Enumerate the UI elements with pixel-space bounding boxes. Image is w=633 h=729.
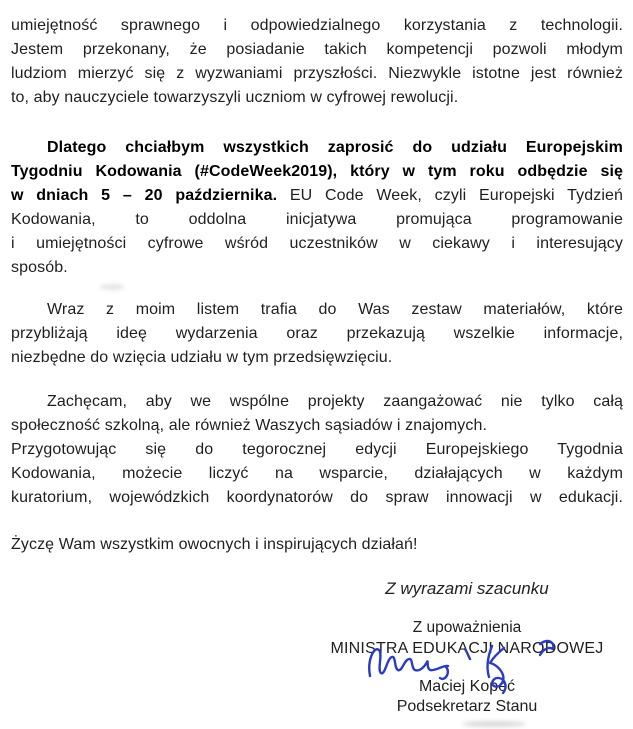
letter-line: Życzę Wam wszystkim owocnych i inspirujących działań! xyxy=(11,536,418,553)
signature-block xyxy=(315,577,619,717)
letter-line: sposób. xyxy=(11,259,68,276)
letter-line xyxy=(11,184,623,208)
letter-line: Wraz z moim listem trafia do Was zestaw materiałów, które xyxy=(47,301,623,318)
paragraph-2 xyxy=(11,136,623,280)
paragraph-5 xyxy=(11,533,623,557)
letter-line: przybliżają ideę wydarzenia oraz przekazują wszelkie informacje, xyxy=(11,325,623,342)
letter-line: i umiejętności cyfrowe wśród uczestników w ciekawy i interesujący xyxy=(11,235,623,252)
letter-line: społeczność szkolną, ale również Waszych sąsiadów i znajomych. xyxy=(11,417,488,434)
closing-salutation: Z wyrazami szacunku xyxy=(385,579,549,598)
bold-date-range: w dniach 5 – 20 października. xyxy=(11,187,278,204)
paragraph-1 xyxy=(11,14,623,110)
letter-line: Dlatego chciałbym wszystkich zaprosić do udziału Europejskim xyxy=(47,139,623,156)
letter-line: umiejętność sprawnego i odpowiedzialnego korzystania z technologii. xyxy=(11,17,623,34)
letter-line: kuratorium, wojewódzkich koordynatorów do spraw innowacji w edukacji. xyxy=(11,489,623,506)
letter-line: Zachęcam, aby we wspólne projekty zaangażować nie tylko całą xyxy=(47,393,623,410)
letter-line-text: EU Code Week, czyli Europejski Tydzień xyxy=(289,187,623,204)
scan-smudge xyxy=(100,284,124,290)
signer-name: Maciej Kopeć xyxy=(418,678,516,695)
letter-line: Tygodniu Kodowania (#CodeWeek2019), który w tym roku odbędzie się xyxy=(11,163,623,180)
paragraph-3 xyxy=(11,298,623,370)
letter-line: Jestem przekonany, że posiadanie takich kompetencji pozwoli młodym xyxy=(11,41,623,58)
letter-line: niezbędne do wzięcia udziału w tym przedsięwzięciu. xyxy=(11,349,393,366)
letter-line: Przygotowując się do tegorocznej edycji Europejskiego Tygodnia xyxy=(11,441,623,458)
letter-line: Kodowania, możecie liczyć na wsparcie, działających w każdym xyxy=(11,465,623,482)
authority-name: MINISTRA EDUKACJI NARODOWEJ xyxy=(330,640,604,657)
signer-title: Podsekretarz Stanu xyxy=(396,698,538,715)
paragraph-4 xyxy=(11,390,623,510)
scan-smudge xyxy=(462,721,526,727)
letter-line: to, aby nauczyciele towarzyszyli uczniom w cyfrowej rewolucji. xyxy=(11,89,459,106)
letter-line: ludziom mierzyć się z wyzwaniami przyszłości. Niezwykle istotne jest również xyxy=(11,65,623,82)
letter-line: Kodowania, to oddolna inicjatywa promująca programowanie xyxy=(11,211,623,228)
on-behalf-label: Z upoważnienia xyxy=(412,619,522,636)
